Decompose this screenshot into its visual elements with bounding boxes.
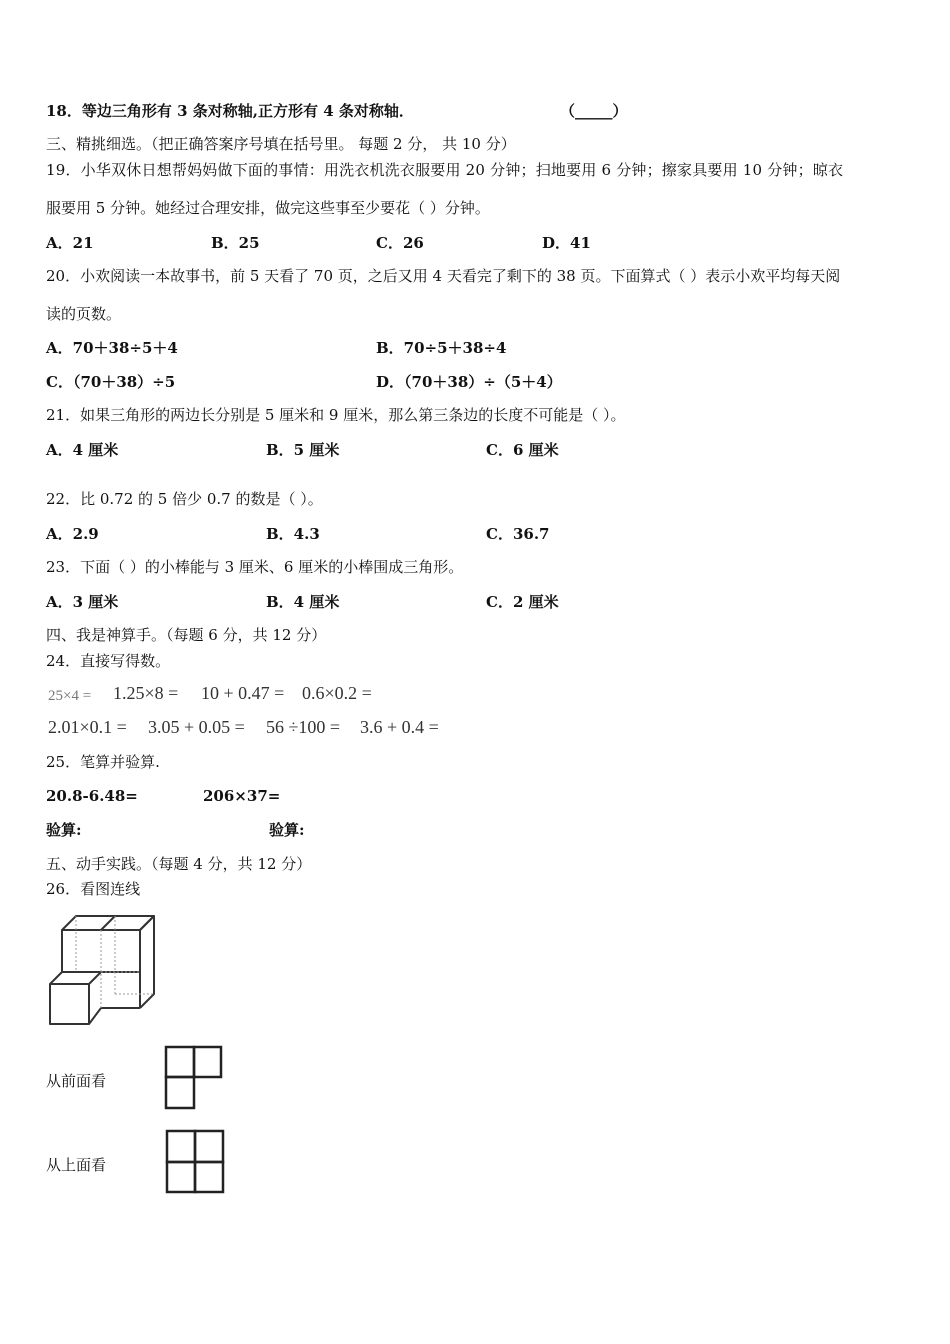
q24-expr-5: 2.01×0.1 =: [48, 717, 127, 737]
q23-option-c[interactable]: C．2 厘米: [486, 593, 559, 611]
q20-line1: 20．小欢阅读一本故事书，前 5 天看了 70 页，之后又用 4 天看完了剩下的 38 页。下面算式（ ）表示小欢平均每天阅: [46, 267, 841, 285]
q26-title: 26．看图连线: [46, 880, 141, 898]
q25-title: 25．笔算并验算.: [46, 753, 160, 771]
q26-label-front: 从前面看: [46, 1072, 107, 1090]
q24-expr-6: 3.05 + 0.05 =: [148, 717, 245, 737]
q19-option-d[interactable]: D．41: [542, 234, 591, 252]
q24-title: 24．直接写得数。: [46, 652, 171, 670]
q20-line2: 读的页数。: [46, 305, 122, 323]
q19-option-a[interactable]: A．21: [46, 234, 94, 252]
q24-expr-4: 0.6×0.2 =: [302, 683, 372, 703]
q19-line1: 19．小华双休日想帮妈妈做下面的事情：用洗衣机洗衣服要用 20 分钟；扫地要用 6 分钟；擦家具要用 10 分钟；晾衣: [46, 161, 844, 179]
top-view-figure[interactable]: [163, 1129, 227, 1195]
q23-option-b[interactable]: B．4 厘米: [266, 593, 340, 611]
q25-check-1: 验算:: [46, 821, 82, 839]
q20-option-b[interactable]: B．70÷5＋38÷4: [376, 339, 507, 357]
q19-line2: 服要用 5 分钟。她经过合理安排，做完这些事至少要花（ ）分钟。: [46, 199, 490, 217]
q25-problem-2: 206×37=: [203, 787, 281, 805]
q24-expr-8: 3.6 + 0.4 =: [360, 717, 439, 737]
cube-stack-figure: [44, 910, 164, 1030]
q21-option-c[interactable]: C．6 厘米: [486, 441, 559, 459]
q19-option-c[interactable]: C．26: [376, 234, 424, 252]
section4-title: 四、我是神算手。（每题 6 分，共 12 分）: [46, 626, 327, 644]
q24-expr-1: 25×4 =: [48, 688, 92, 704]
q21-option-b[interactable]: B．5 厘米: [266, 441, 340, 459]
section3-title: 三、精挑细选。（把正确答案序号填在括号里。 每题 2 分， 共 10 分）: [46, 135, 516, 153]
q21-option-a[interactable]: A．4 厘米: [46, 441, 119, 459]
q26-label-top: 从上面看: [46, 1156, 107, 1174]
q20-option-a[interactable]: A．70＋38÷5＋4: [46, 339, 178, 357]
q24-expr-3: 10 + 0.47 =: [201, 683, 285, 703]
q22-option-b[interactable]: B．4.3: [266, 525, 320, 543]
q25-problem-1: 20.8-6.48=: [46, 787, 138, 805]
q25-check-2: 验算:: [269, 821, 305, 839]
q20-option-c[interactable]: C．（70＋38）÷5: [46, 373, 176, 391]
q20-option-d[interactable]: D．（70＋38）÷（5＋4）: [376, 373, 562, 391]
q23-option-a[interactable]: A．3 厘米: [46, 593, 119, 611]
q22-text: 22．比 0.72 的 5 倍少 0.7 的数是（ ）。: [46, 490, 323, 508]
q24-expr-7: 56 ÷100 =: [266, 717, 341, 737]
q23-text: 23．下面（ ）的小棒能与 3 厘米、6 厘米的小棒围成三角形。: [46, 558, 464, 576]
q22-option-a[interactable]: A．2.9: [46, 525, 99, 543]
front-view-figure[interactable]: [163, 1045, 223, 1111]
q18-text: 18．等边三角形有 3 条对称轴,正方形有 4 条对称轴．: [46, 102, 414, 120]
q19-option-b[interactable]: B．25: [211, 234, 260, 252]
q22-option-c[interactable]: C．36.7: [486, 525, 550, 543]
q18-answer-blank[interactable]: （_____）: [560, 102, 628, 120]
q21-text: 21．如果三角形的两边长分别是 5 厘米和 9 厘米，那么第三条边的长度不可能是（ ）。: [46, 406, 626, 424]
q24-expr-2: 1.25×8 =: [113, 683, 179, 703]
section5-title: 五、动手实践。（每题 4 分，共 12 分）: [46, 855, 312, 873]
